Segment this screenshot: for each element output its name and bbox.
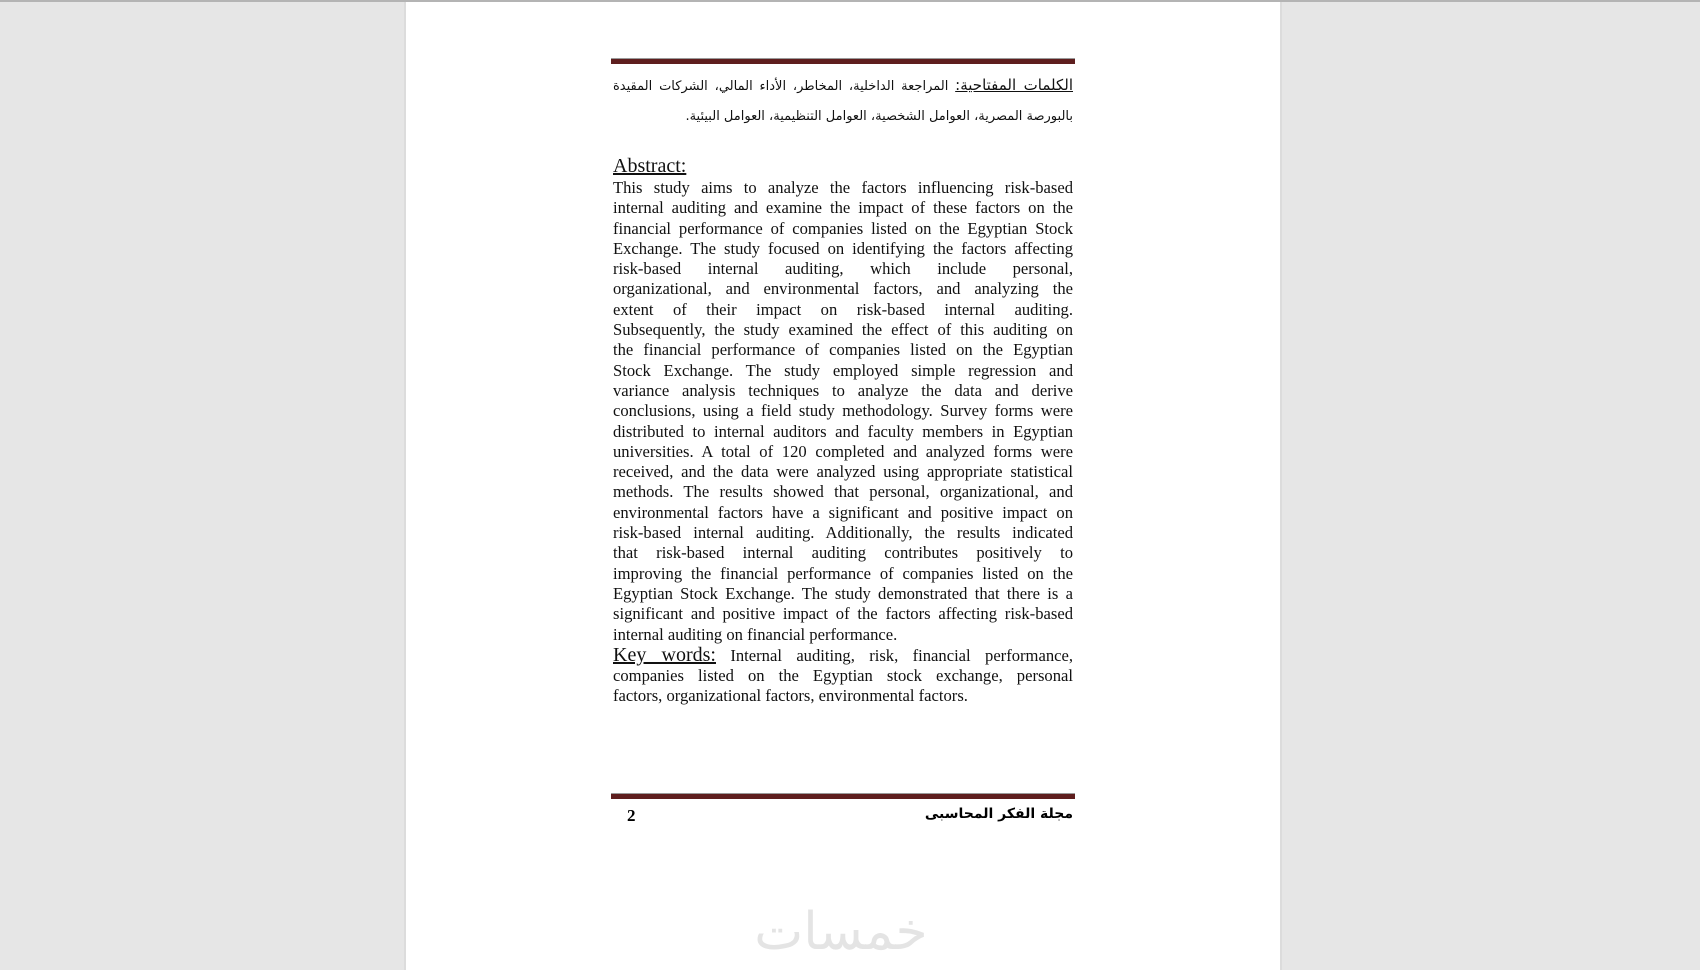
arabic-keywords-label: الكلمات المفتاحية: [955, 76, 1073, 94]
abstract-line: the financial performance of companies listed on the Egyptian [613, 340, 1073, 360]
abstract-line: variance analysis techniques to analyze the data and derive [613, 380, 1073, 400]
abstract-line: Subsequently, the study examined the effect of this auditing on [613, 320, 1073, 340]
abstract-line: organizational, and environmental factors, and analyzing the [613, 279, 1073, 299]
abstract-line: universities. A total of 120 completed and analyzed forms were [613, 441, 1073, 461]
abstract-line: received, and the data were analyzed using appropriate statistical [613, 462, 1073, 482]
journal-name: مجلة الفكر المحاسبى [924, 806, 1073, 822]
keywords-text: Internal auditing, risk, financial performance, [730, 645, 1074, 665]
abstract-line: internal auditing on financial performance. [613, 624, 898, 644]
abstract-line: This study aims to analyze the factors influencing risk-based [613, 178, 1073, 197]
abstract-line: Stock Exchange. The study employed simple regression and [613, 360, 1073, 380]
abstract-line: that risk-based internal auditing contributes positively to [613, 543, 1073, 563]
abstract-line: distributed to internal auditors and faculty members in Egyptian [613, 421, 1073, 441]
abstract-line: internal auditing and examine the impact of these factors on the [613, 198, 1073, 218]
abstract-heading: Abstract: [613, 155, 687, 177]
header-rule [611, 58, 1075, 64]
keywords-line-3: factors, organizational factors, environmental factors. [613, 686, 968, 706]
abstract-line: risk-based internal auditing, which include personal, [613, 259, 1073, 279]
page-footer [613, 806, 1073, 828]
arabic-keywords-text: المراجعة الداخلية، المخاطر، الأداء المالي، الشركات المقيدة [613, 79, 949, 94]
abstract-line: risk-based internal auditing. Additionally, the results indicated [613, 523, 1073, 543]
abstract-line: Egyptian Stock Exchange. The study demonstrated that there is a [613, 583, 1073, 603]
abstract-body [613, 178, 1073, 706]
footer-rule [611, 793, 1075, 799]
keywords-label: Key words: [613, 643, 716, 666]
page-number: 2 [627, 806, 636, 825]
abstract-line: financial performance of companies listed on the Egyptian Stock [613, 218, 1073, 238]
abstract-line: improving the financial performance of companies listed on the [613, 563, 1073, 583]
abstract-line: significant and positive impact of the factors affecting risk-based [613, 604, 1073, 624]
arabic-keywords-line-2: بالبورصة المصرية، العوامل الشخصية، العوامل التنظيمية، العوامل البيئية. [685, 109, 1073, 124]
abstract-line: extent of their impact on risk-based internal auditing. [613, 299, 1073, 319]
abstract-line: environmental factors have a significant and positive impact on [613, 502, 1073, 522]
abstract-line: conclusions, using a field study methodology. Survey forms were [613, 401, 1073, 421]
document-page [404, 2, 1282, 970]
keywords-line-1 [613, 645, 1073, 666]
watermark-logo: خمسات [754, 902, 928, 962]
abstract-line: Exchange. The study focused on identifying the factors affecting [613, 238, 1073, 258]
abstract-line: methods. The results showed that personal, organizational, and [613, 482, 1073, 502]
arabic-keywords-line-1 [613, 74, 1073, 96]
keywords-line-2: companies listed on the Egyptian stock exchange, personal [613, 665, 1073, 685]
